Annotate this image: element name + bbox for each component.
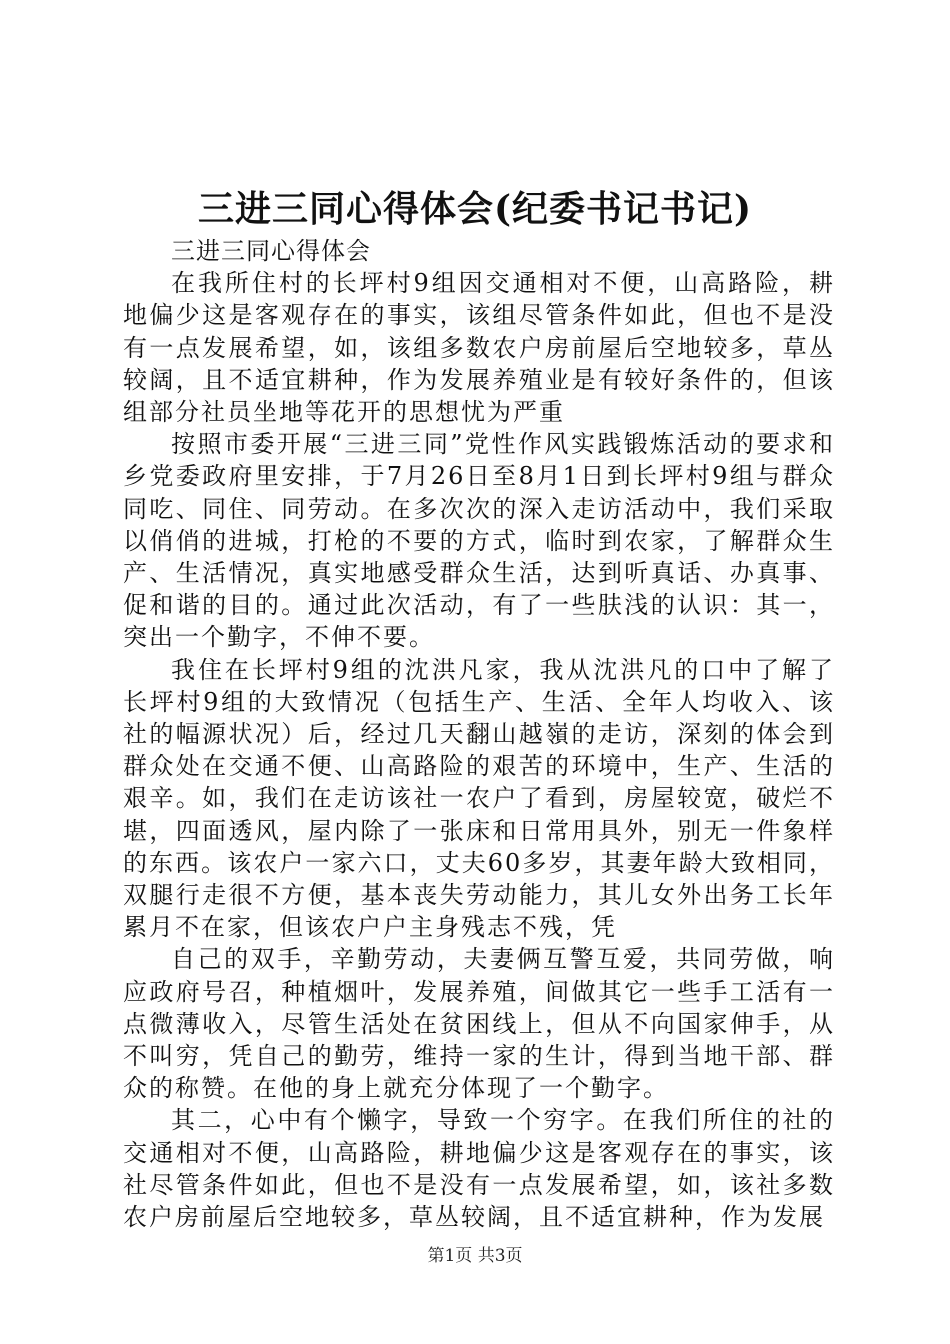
body-paragraph: 在我所住村的长坪村9组因交通相对不便，山高路险，耕地偏少这是客观存在的事实，该组尽管条件如此，但也不是没有一点发展希望，如，该组多数农户房前屋后空地较多，草丛较阔，且不适宜耕种，作为发展养殖业是有较好条件的，但该组部分社员坐地等花开的思想忧为严重 xyxy=(123,269,835,427)
body-paragraph: 自己的双手，辛勤劳动，夫妻俩互警互爱，共同劳做，响应政府号召，种植烟叶，发展养殖，间做其它一些手工活有一点微薄收入，尽管生活处在贫困线上，但从不向国家伸手，从不叫穷，凭自己的勤劳，维持一家的生计，得到当地干部、群众的称赞。在他的身上就充分体现了一个勤字。 xyxy=(123,945,835,1103)
body-paragraph: 我住在长坪村9组的沈洪凡家，我从沈洪凡的口中了解了长坪村9组的大致情况（包括生产、生活、全年人均收入、该社的幅源状况）后，经过几天翻山越嶺的走访，深刻的体会到群众处在交通不便、山高路险的艰苦的环境中，生产、生活的艰辛。如，我们在走访该社一农户了看到，房屋较宽，破烂不堪，四面透风，屋内除了一张床和日常用具外，别无一件象样的东西。该农户一家六口，丈夫60多岁，其妻年龄大致相同，双腿行走很不方便，基本丧失劳动能力，其儿女外出务工长年累月不在家，但该农户户主身残志不残，凭 xyxy=(123,655,835,942)
page-footer: 第1页 共3页 xyxy=(427,1246,523,1266)
body-paragraph: 按照市委开展“三进三同”党性作风实践锻炼活动的要求和乡党委政府里安排，于7月26日至8月1日到长坪村9组与群众同吃、同住、同劳动。在多次次的深入走访活动中，我们采取以俏俏的进城，打枪的不要的方式，临时到农家，了解群众生产、生活情况，真实地感受群众生活，达到听真话、办真事、促和谐的目的。通过此次活动，有了一些肤浅的认识：其一，突出一个勤字，不伸不要。 xyxy=(123,430,835,652)
body-paragraph: 其二，心中有个懒字，导致一个穷字。在我们所住的社的交通相对不便，山高路险，耕地偏少这是客观存在的事实，该社尽管条件如此，但也不是没有一点发展希望，如，该社多数农户房前屋后空地较多，草丛较阔，且不适宜耕种，作为发展 xyxy=(123,1106,835,1232)
subtitle-paragraph: 三进三同心得体会 xyxy=(171,237,371,265)
document-title: 三进三同心得体会(纪委书记书记) xyxy=(197,188,753,230)
document-body xyxy=(123,235,835,1233)
